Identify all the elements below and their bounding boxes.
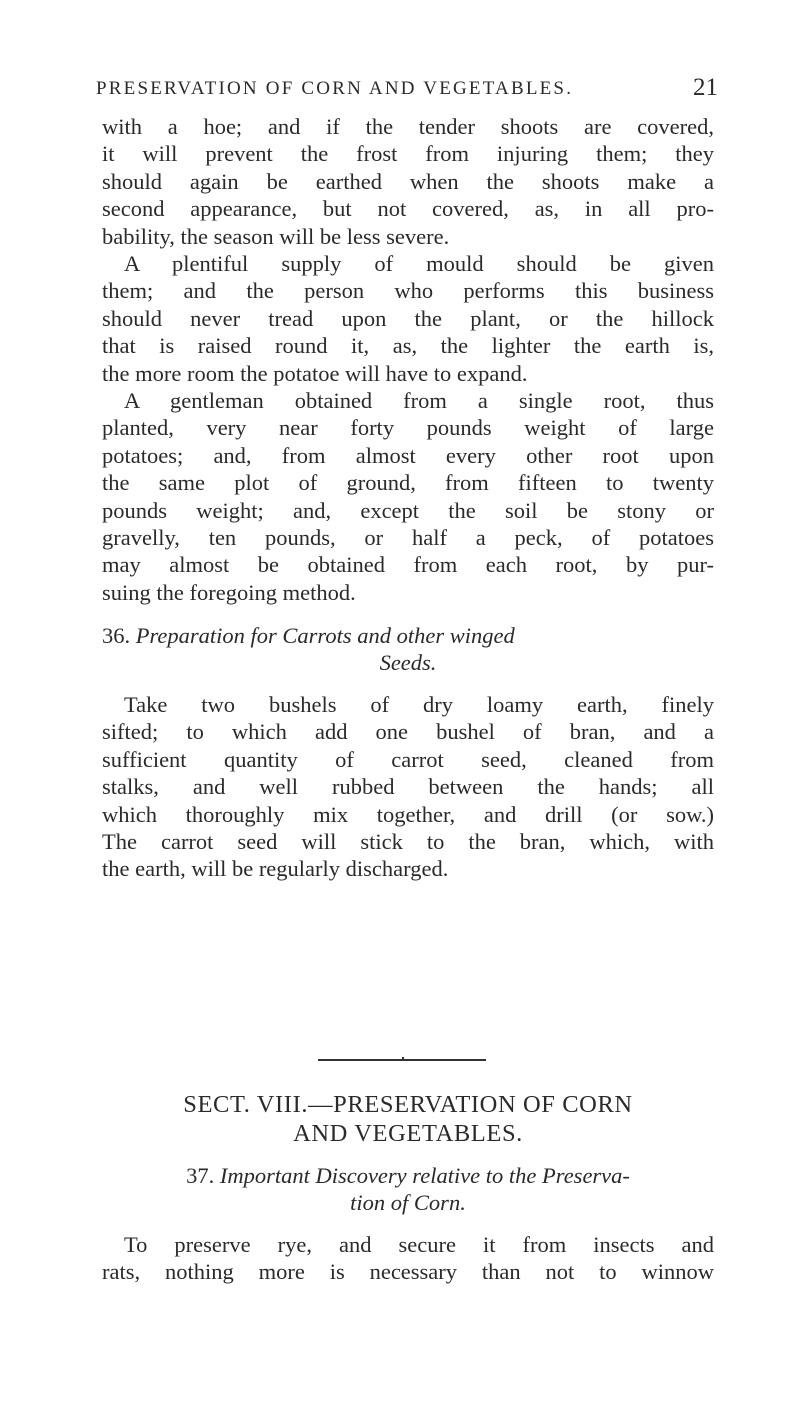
text-line: them; and the person who performs this business [102,278,714,304]
text-line: which thoroughly mix together, and drill (or sow.) [102,801,714,827]
heading-text: Important Discovery relative to the Preserva- [219,1163,630,1188]
heading-number: 36. [102,623,131,648]
heading-number: 37. [186,1163,215,1188]
text-line: should again be earthed when the shoots make a [102,168,714,194]
text-line: the earth, will be regularly discharged. [102,856,449,882]
text-line: sifted; to which add one bushel of bran, and a [102,719,714,745]
text-line: gravelly, ten pounds, or half a peck, of potatoes [102,525,714,551]
paragraph-4 [102,691,714,883]
page-number: 21 [693,74,718,101]
heading-37 [102,1162,714,1217]
heading-text: Preparation for Carrots and other winged [135,623,515,648]
section-title-line: AND VEGETABLES. [293,1120,523,1147]
text-line: stalks, and well rubbed between the hands; all [102,774,714,800]
text-line: may almost be obtained from each root, by pur- [102,552,714,578]
heading-line [102,622,714,649]
text-line: rats, nothing more is necessary than not to winnow [102,1259,714,1285]
text-line: potatoes; and, from almost every other root upon [102,442,714,468]
paragraph-3 [102,387,714,606]
heading-line: tion of Corn. [350,1190,466,1216]
heading-line [102,1162,714,1189]
text-line: that is raised round it, as, the lighter the earth is, [102,333,714,359]
text-line: suing the foregoing method. [102,579,356,605]
text-line: sufficient quantity of carrot seed, cleaned from [102,746,714,772]
text-line: pounds weight; and, except the soil be stony or [102,497,714,523]
section-divider [318,1059,486,1061]
text-line: should never tread upon the plant, or the hillock [102,305,714,331]
section-title-line: SECT. VIII.—PRESERVATION OF CORN [183,1091,633,1118]
text-line: with a hoe; and if the tender shoots are covered, [102,114,714,139]
text-line: The carrot seed will stick to the bran, which, with [102,829,714,855]
text-line: bability, the season will be less severe. [102,223,450,249]
paragraph-5 [102,1231,714,1286]
text-line: A plentiful supply of mould should be given [124,251,714,276]
section-title [100,1090,716,1148]
text-line: A gentleman obtained from a single root, thus [124,388,714,413]
text-line: Take two bushels of dry loamy earth, finely [124,692,714,717]
text-line: To preserve rye, and secure it from insects and [124,1232,714,1257]
running-head [96,74,718,101]
text-line: the more room the potatoe will have to expand. [102,360,528,386]
running-head-title: PRESERVATION OF CORN AND VEGETABLES. [96,78,574,99]
text-line: second appearance, but not covered, as, in all pro- [102,196,714,222]
text-line: the same plot of ground, from fifteen to twenty [102,470,714,496]
heading-36 [102,622,714,677]
heading-line: Seeds. [379,650,437,676]
text-line: planted, very near forty pounds weight of large [102,415,714,441]
paragraph-2 [102,250,714,387]
text-line: it will prevent the frost from injuring them; they [102,141,714,167]
paragraph-1 [102,113,714,250]
